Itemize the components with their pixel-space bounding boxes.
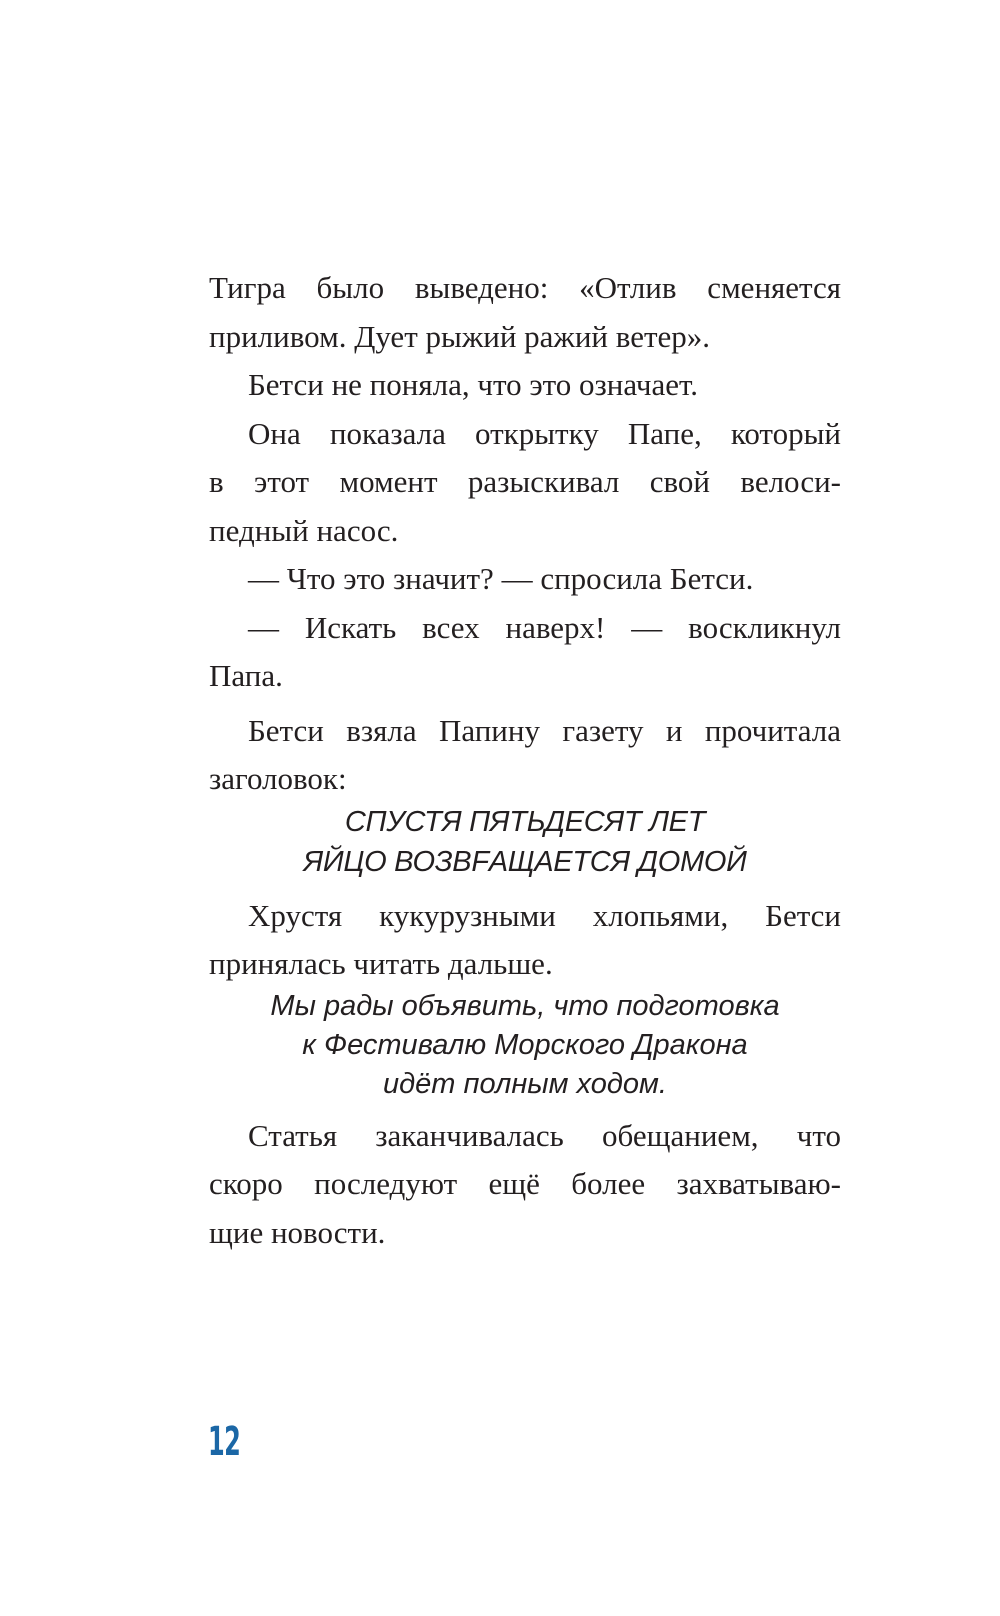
paragraph-7-end — [209, 940, 841, 989]
paragraph-line: скоро последуют ещё более захватываю- — [209, 1166, 841, 1201]
paragraph-line: щие новости. — [209, 1214, 386, 1250]
paragraph-8 — [209, 1112, 841, 1161]
paragraph-line: Бетси взяла Папину газету и прочитала — [248, 712, 841, 748]
paragraph-line: педный насос. — [209, 512, 399, 548]
paragraph-8-end — [209, 1209, 841, 1258]
dialogue-line-2-end — [209, 652, 841, 701]
paragraph-line: приливом. Дует рыжий ражий ветер». — [209, 318, 711, 354]
paragraph-line: принялась читать дальше. — [209, 946, 553, 981]
paragraph-3-end — [209, 507, 841, 556]
paragraph-1 — [209, 264, 841, 313]
page-text — [209, 264, 841, 1257]
paragraph-8-mid — [209, 1160, 841, 1209]
dialogue-text: — Что это значит? — спросила Бетси. — [248, 561, 754, 596]
dialogue-line-1 — [209, 555, 841, 604]
paragraph-line: Статья заканчивалась обещанием, что — [248, 1117, 841, 1153]
dialogue-text: — Искать всех наверх! — воскликнул — [248, 609, 841, 645]
paragraph-line: Тигра было выведено: «Отлив сменяется — [209, 270, 841, 305]
paragraph-3-mid — [209, 458, 841, 507]
paragraph-6 — [209, 707, 841, 756]
paragraph-6-end — [209, 755, 841, 804]
paragraph-line: заголовок: — [209, 761, 347, 796]
headline-line-2: ЯЙЦО ВОЗВFАЩАЕТСЯ ДОМОЙ — [303, 845, 747, 878]
paragraph-2 — [209, 361, 841, 410]
quote-line-3: идёт полным ходом. — [383, 1067, 667, 1100]
newspaper-headline — [209, 802, 841, 882]
paragraph-3 — [209, 410, 841, 459]
headline-line-1: СПУСТЯ ПЯТЬДЕСЯТ ЛЕТ — [344, 805, 706, 838]
paragraph-line: Хрустя кукурузными хлопьями, Бетси — [248, 897, 841, 933]
paragraph-line: в этот момент разыскивал свой велоси- — [209, 464, 841, 499]
quote-line-2: к Фестивалю Морского Дракона — [302, 1028, 748, 1061]
paragraph-7 — [209, 892, 841, 941]
paragraph-line: Бетси не поняла, что это означает. — [248, 367, 698, 402]
newspaper-quote — [209, 987, 841, 1104]
dialogue-text: Папа. — [209, 658, 283, 693]
paragraph-1-end — [209, 313, 841, 362]
page-number: 12 — [208, 1419, 241, 1465]
quote-line-1: Мы рады объявить, что подготовка — [270, 989, 780, 1022]
paragraph-line: Она показала открытку Папе, который — [248, 415, 841, 451]
dialogue-line-2 — [209, 604, 841, 653]
